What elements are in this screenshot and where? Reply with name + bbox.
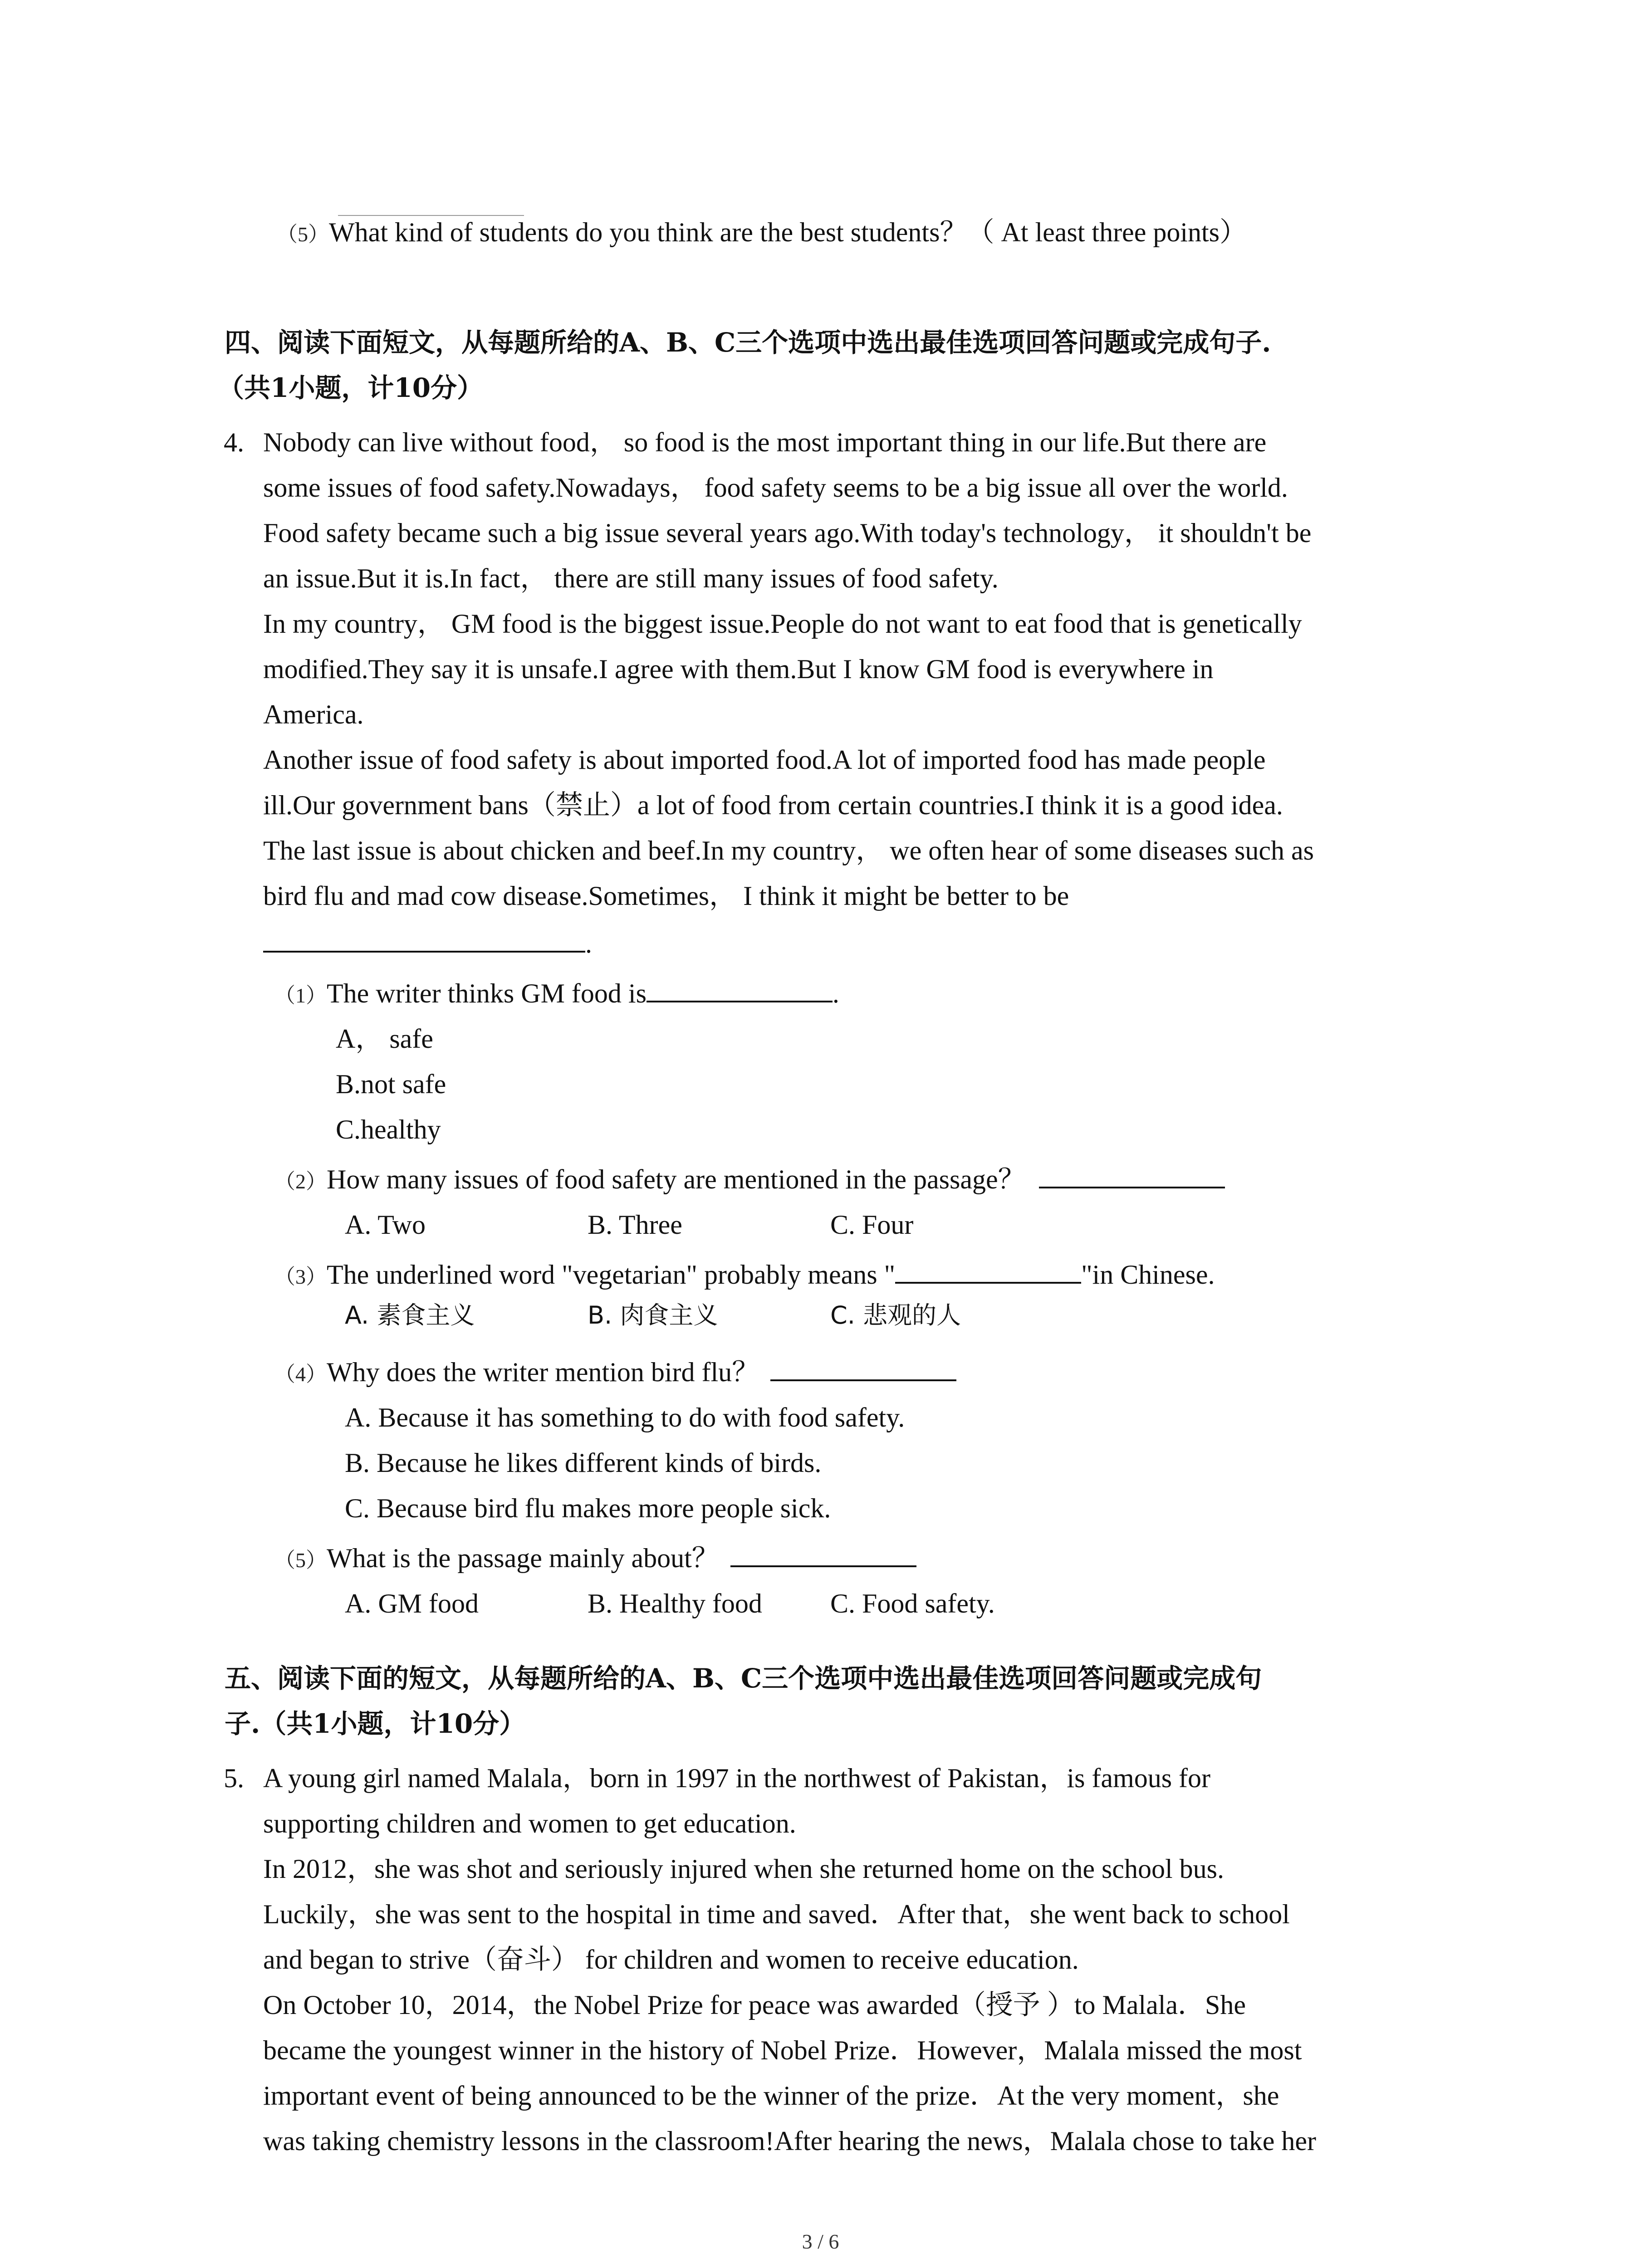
option: C. 悲观的人	[830, 1301, 961, 1330]
q4-passage-line: some issues of food safety.Nowadays， food safety seems to be a big issue all over the world.	[263, 473, 1288, 503]
question-number: （3）	[274, 1265, 327, 1288]
question-stem: How many issues of food safety are mentioned in the passage？	[327, 1164, 1025, 1194]
q5-passage-line: Luckily，she was sent to the hospital in time and saved．After that，she went back to school	[263, 1899, 1290, 1929]
option: A. GM food	[345, 1589, 479, 1618]
answer-blank[interactable]	[770, 1352, 956, 1381]
option: A. 素食主义	[345, 1301, 475, 1330]
question-number: （5）	[277, 223, 329, 246]
q4-passage-line: bird flu and mad cow disease.Sometimes， I think it might be better to be	[263, 881, 1069, 911]
question-number: （5）	[274, 1549, 327, 1572]
option: B. 肉食主义	[588, 1301, 718, 1330]
q4-passage-line: Another issue of food safety is about imported food.A lot of imported food has made people	[263, 745, 1266, 775]
question-stem: The writer thinks GM food is	[327, 978, 647, 1008]
question-number: （4）	[274, 1363, 327, 1386]
option: C. Because bird flu makes more people sick.	[345, 1493, 831, 1523]
section-5-title-line-2: 子.（共1小题，计10分）	[225, 1708, 526, 1739]
answer-blank[interactable]	[895, 1255, 1081, 1284]
option: C.healthy	[336, 1114, 441, 1144]
option: A， safe	[336, 1024, 433, 1054]
sub-question-1: （1）The writer thinks GM food is .	[274, 971, 839, 1018]
section-4-title-line-1: 四、阅读下面短文，从每题所给的A、B、C三个选项中选出最佳选项回答问题或完成句子.	[225, 327, 1271, 358]
section-4-title-line-2: （共1小题，计10分）	[218, 372, 484, 403]
sub-question-2	[274, 1157, 1225, 1204]
option: C. Four	[830, 1210, 914, 1240]
q4-passage-line: Nobody can live without food， so food is the most important thing in our life.But there are	[263, 427, 1267, 457]
sub-question-5	[274, 1535, 916, 1583]
option: A. Because it has something to do with food safety.	[345, 1403, 905, 1432]
question-number-4: 4.	[224, 427, 244, 457]
answer-blank[interactable]	[730, 1538, 916, 1567]
option: B. Healthy food	[588, 1589, 762, 1618]
option: B. Because he likes different kinds of birds.	[345, 1448, 822, 1478]
q4-passage-line: modified.They say it is unsafe.I agree with them.But I know GM food is everywhere in	[263, 654, 1214, 684]
q4-passage-line: Food safety became such a big issue several years ago.With today's technology， it shouldn't be	[263, 518, 1312, 548]
page-number: 3 / 6	[802, 2230, 839, 2253]
question-number-5: 5.	[224, 1763, 244, 1793]
q4-passage-blank-line: .	[263, 921, 592, 966]
q5-passage-line: became the youngest winner in the history of Nobel Prize．However，Malala missed the most	[263, 2035, 1302, 2065]
section-5-title-line-1: 五、阅读下面的短文，从每题所给的A、B、C三个选项中选出最佳选项回答问题或完成句	[225, 1663, 1262, 1694]
option: A. Two	[345, 1210, 426, 1240]
sub-question-4	[274, 1349, 956, 1397]
option: C. Food safety.	[830, 1589, 995, 1618]
q5-passage-line: and began to strive（奋斗） for children and women to receive education.	[263, 1945, 1079, 1975]
q5-passage-line: On October 10，2014，the Nobel Prize for peace was awarded（授予 ）to Malala．She	[263, 1990, 1246, 2020]
q4-passage-line: America.	[263, 699, 364, 729]
question-number: （2）	[274, 1170, 327, 1193]
q4-passage-line: an issue.But it is.In fact， there are still many issues of food safety.	[263, 563, 999, 593]
prev-question	[277, 210, 1247, 257]
option: B. Three	[588, 1210, 682, 1240]
question-text: What kind of students do you think are the best students？（ At least three points）	[329, 217, 1247, 247]
answer-blank[interactable]	[263, 924, 585, 953]
answer-blank[interactable]	[647, 973, 833, 1002]
q5-passage-line: A young girl named Malala，born in 1997 in the northwest of Pakistan，is famous for	[263, 1763, 1211, 1793]
question-stem: What is the passage mainly about？	[327, 1543, 719, 1573]
question-number: （1）	[274, 984, 327, 1007]
question-stem: Why does the writer mention bird flu？	[327, 1357, 759, 1387]
q5-passage-line: important event of being announced to be the winner of the prize．At the very moment，she	[263, 2081, 1279, 2111]
sub-question-3: （3）The underlined word "vegetarian" probably means " "in Chinese.	[274, 1252, 1215, 1300]
answer-blank[interactable]	[1039, 1159, 1225, 1188]
q5-passage-line: In 2012，she was shot and seriously injured when she returned home on the school bus.	[263, 1854, 1224, 1884]
q4-passage-line: In my country， GM food is the biggest issue.People do not want to eat food that is genetically	[263, 609, 1302, 639]
q4-passage-line: ill.Our government bans（禁止）a lot of food from certain countries.I think it is a good idea.	[263, 790, 1283, 820]
question-stem: The underlined word "vegetarian" probably means "	[327, 1260, 896, 1290]
q5-passage-line: was taking chemistry lessons in the classroom!After hearing the news，Malala chose to take her	[263, 2126, 1316, 2156]
option: B.not safe	[336, 1069, 446, 1099]
q4-passage-line: The last issue is about chicken and beef.In my country， we often hear of some diseases such as	[263, 836, 1314, 865]
q5-passage-line: supporting children and women to get education.	[263, 1809, 796, 1838]
